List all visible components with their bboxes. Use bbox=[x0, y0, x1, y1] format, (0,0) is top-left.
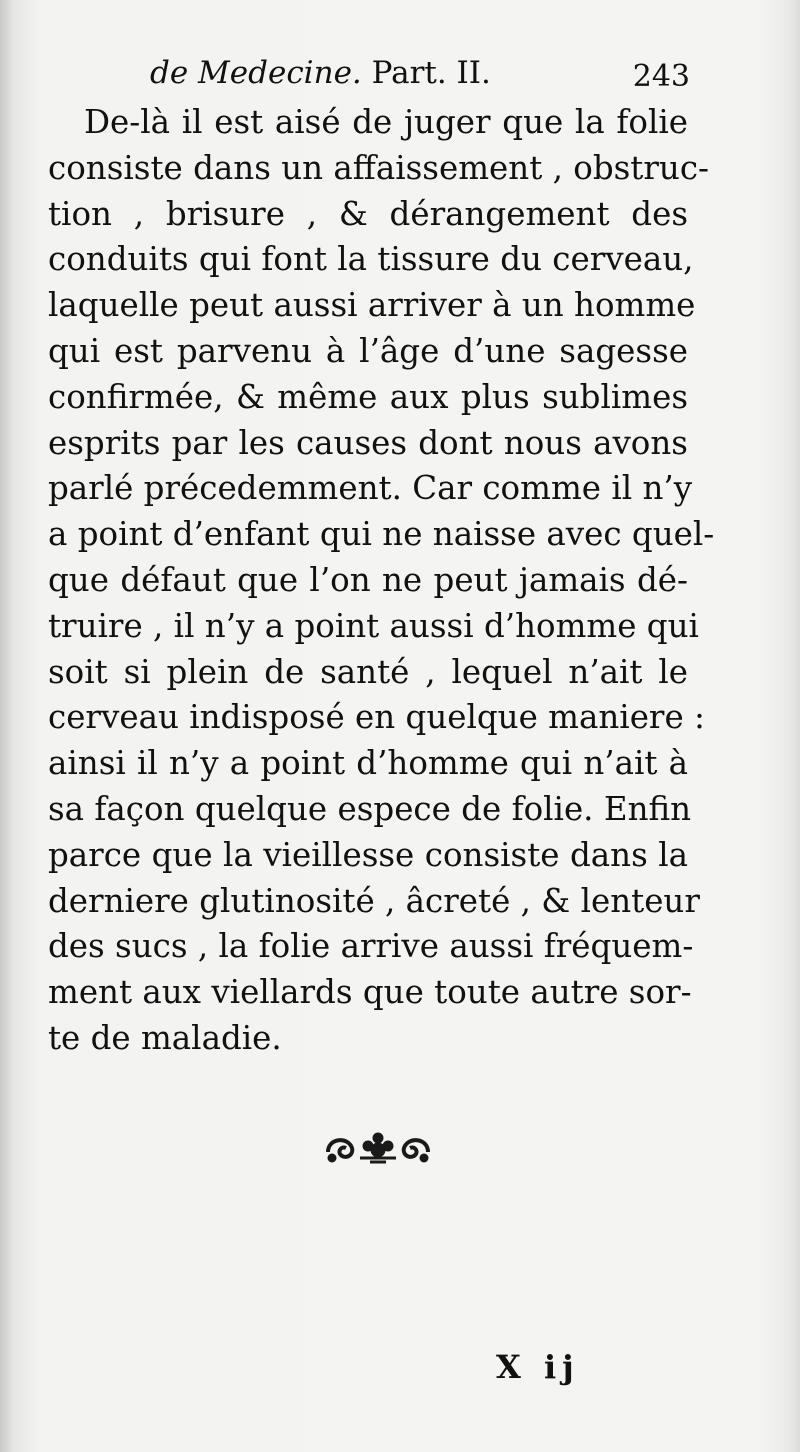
text-line: ainsi il n’y a point d’homme qui n’ait à bbox=[48, 744, 688, 783]
body-text bbox=[48, 100, 715, 1062]
text-line: truire , il n’y a point aussi d’homme qui bbox=[48, 606, 699, 645]
text-line: a point d’enfant qui ne naisse avec quel- bbox=[48, 515, 715, 554]
text-line: derniere glutinosité , âcreté , & lenteur bbox=[48, 881, 700, 920]
running-head-roman: Part. II. bbox=[361, 55, 491, 91]
text-line: conduits qui font la tissure du cerveau, bbox=[48, 240, 694, 279]
text-line: consiste dans un affaissement , obstruc- bbox=[48, 148, 710, 187]
running-head bbox=[150, 55, 491, 91]
page-number: 243 bbox=[632, 59, 690, 94]
text-line: des sucs , la folie arrive aussi fréquem- bbox=[48, 927, 694, 966]
running-head-italic: de Medecine. bbox=[150, 55, 362, 91]
text-line: esprits par les causes dont nous avons bbox=[48, 423, 688, 462]
text-line: confirmée, & même aux plus sublimes bbox=[48, 377, 688, 416]
text-line: qui est parvenu à l’âge d’une sagesse bbox=[48, 331, 688, 370]
fleuron-ornament-icon bbox=[322, 1128, 434, 1172]
signature-mark: X ij bbox=[496, 1348, 580, 1386]
text-line: laquelle peut aussi arriver à un homme bbox=[48, 286, 696, 325]
text-line: cerveau indisposé en quelque maniere : bbox=[48, 698, 705, 737]
text-line: tion , brisure , & dérangement des bbox=[48, 194, 688, 233]
text-line: ment aux viellards que toute autre sor- bbox=[48, 973, 692, 1012]
text-line: parce que la vieillesse consiste dans la bbox=[48, 835, 688, 874]
text-line: De-là il est aisé de juger que la folie bbox=[84, 103, 688, 141]
page-header bbox=[150, 55, 690, 99]
text-line: parlé précedemment. Car comme il n’y bbox=[48, 469, 693, 508]
text-line: te de maladie. bbox=[48, 1018, 282, 1057]
text-line: que défaut que l’on ne peut jamais dé- bbox=[48, 560, 688, 599]
text-line: soit si plein de santé , lequel n’ait le bbox=[48, 652, 688, 691]
text-line: sa façon quelque espece de folie. Enfin bbox=[48, 789, 692, 828]
